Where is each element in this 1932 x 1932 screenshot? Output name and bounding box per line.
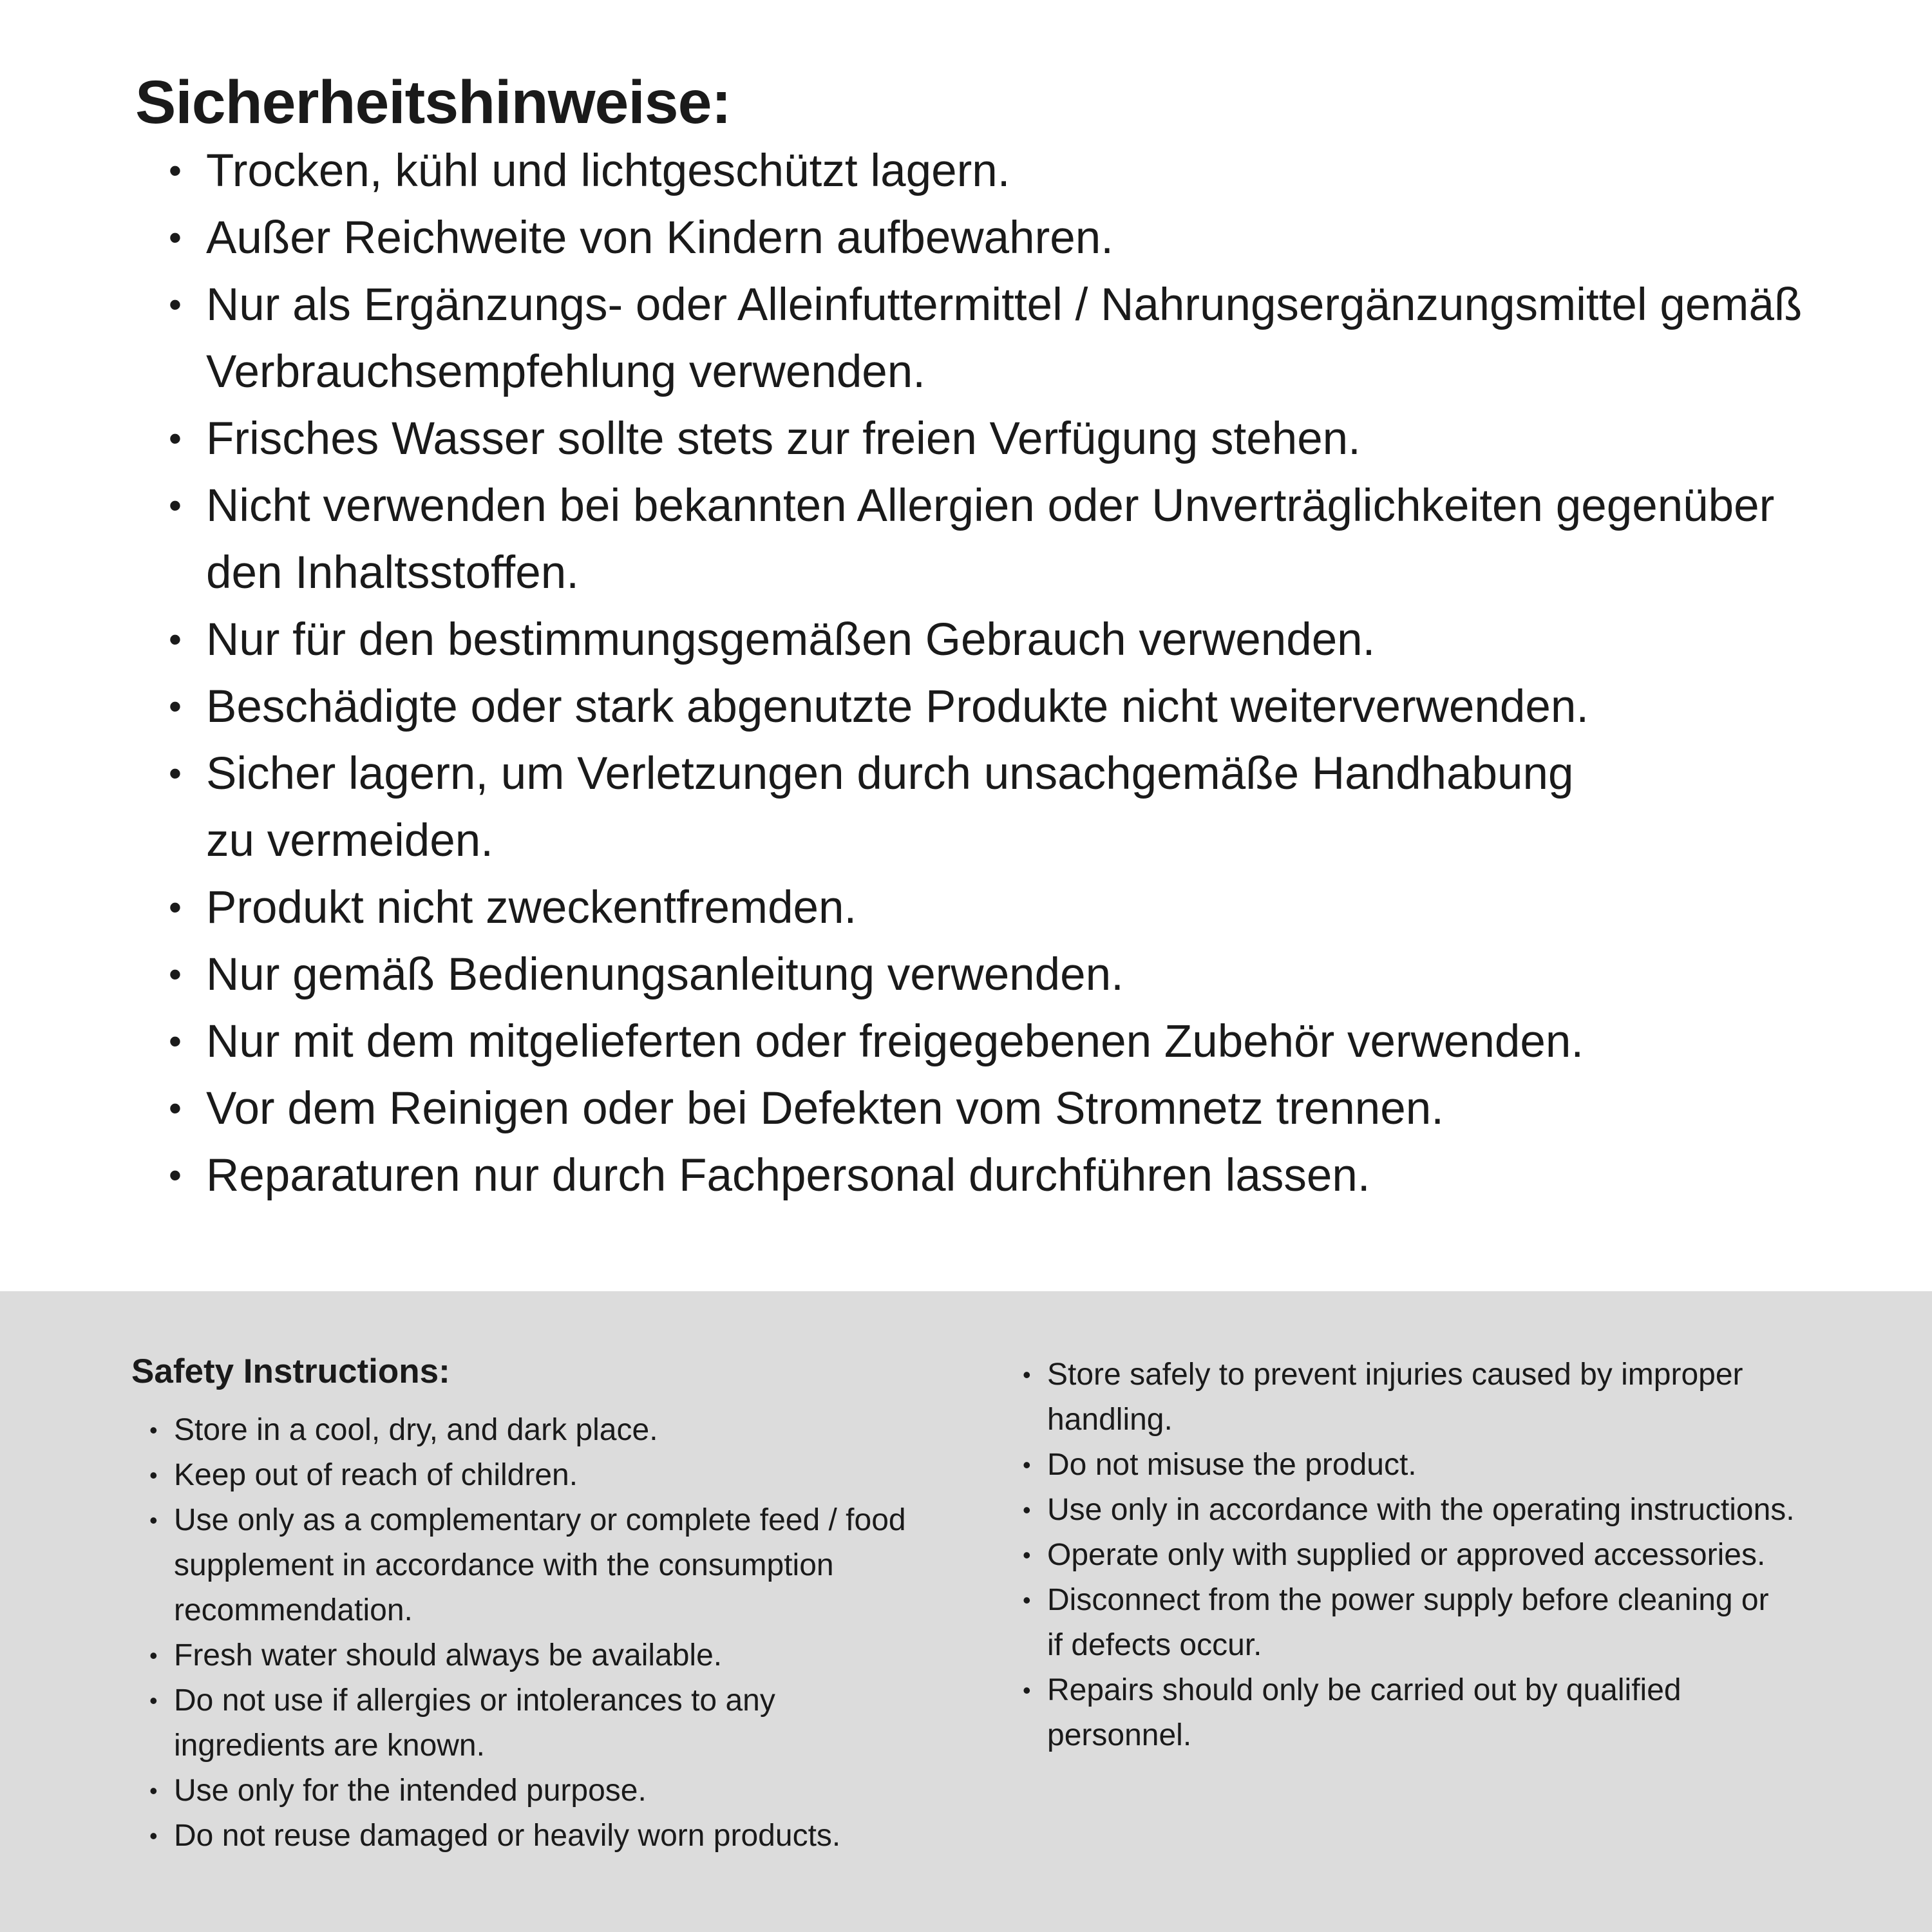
english-safety-item: • Use only as a complementary or complete feed / food supplement in accordance with the consumption recommendation. xyxy=(131,1498,914,1633)
english-safety-item: • Do not misuse the product. xyxy=(1005,1443,1807,1488)
german-safety-item: • Nur für den bestimmungsgemäßen Gebrauch verwenden. xyxy=(135,607,1855,674)
english-safety-item: • Do not reuse damaged or heavily worn products. xyxy=(131,1814,914,1859)
german-safety-item: • Nicht verwenden bei bekannten Allergien oder Unverträglichkeiten gegenüber den Inhaltsstoffen. xyxy=(135,473,1855,607)
english-safety-item: • Do not use if allergies or intolerances to any ingredients are known. xyxy=(131,1678,914,1768)
english-safety-item: • Use only for the intended purpose. xyxy=(131,1768,914,1814)
english-safety-section xyxy=(0,1291,1932,1932)
english-section-title: Safety Instructions: xyxy=(131,1352,450,1390)
english-safety-item: • Disconnect from the power supply before cleaning or if defects occur. xyxy=(1005,1578,1781,1668)
german-section-title: Sicherheitshinweise: xyxy=(135,68,732,137)
german-safety-item: • Frisches Wasser sollte stets zur freien Verfügung stehen. xyxy=(135,406,1855,473)
german-safety-item: • Nur als Ergänzungs- oder Alleinfuttermittel / Nahrungsergänzungsmittel gemäß Verbrauchsempfehlung verwenden. xyxy=(135,272,1855,406)
english-right-column xyxy=(1005,1352,1842,1758)
english-left-column xyxy=(131,1352,943,1859)
german-safety-item: • Beschädigte oder stark abgenutzte Produkte nicht weiterverwenden. xyxy=(135,674,1855,741)
german-safety-item: • Nur gemäß Bedienungsanleitung verwenden. xyxy=(135,942,1855,1009)
german-safety-section xyxy=(135,68,1861,1209)
english-safety-list-right xyxy=(1005,1352,1842,1758)
german-safety-item: • Trocken, kühl und lichtgeschützt lagern. xyxy=(135,138,1855,205)
english-safety-item: • Store in a cool, dry, and dark place. xyxy=(131,1408,914,1453)
german-safety-item: • Außer Reichweite von Kindern aufbewahren. xyxy=(135,205,1855,272)
german-safety-item: • Sicher lagern, um Verletzungen durch unsachgemäße Handhabung zu vermeiden. xyxy=(135,741,1597,875)
english-safety-item: • Operate only with supplied or approved accessories. xyxy=(1005,1533,1807,1578)
german-safety-item: • Nur mit dem mitgelieferten oder freigegebenen Zubehör verwenden. xyxy=(135,1009,1855,1075)
english-safety-item: • Fresh water should always be available. xyxy=(131,1633,914,1678)
german-safety-item: • Reparaturen nur durch Fachpersonal durchführen lassen. xyxy=(135,1142,1855,1209)
english-safety-item: • Store safely to prevent injuries caused by improper handling. xyxy=(1005,1352,1807,1443)
german-safety-item: • Produkt nicht zweckentfremden. xyxy=(135,875,1855,942)
english-safety-item: • Repairs should only be carried out by qualified personnel. xyxy=(1005,1668,1807,1758)
german-safety-item: • Vor dem Reinigen oder bei Defekten vom Stromnetz trennen. xyxy=(135,1075,1855,1142)
german-safety-list xyxy=(135,138,1861,1209)
english-safety-list-left xyxy=(131,1408,943,1859)
english-safety-item: • Keep out of reach of children. xyxy=(131,1453,914,1498)
english-safety-item: • Use only in accordance with the operating instructions. xyxy=(1005,1488,1807,1533)
